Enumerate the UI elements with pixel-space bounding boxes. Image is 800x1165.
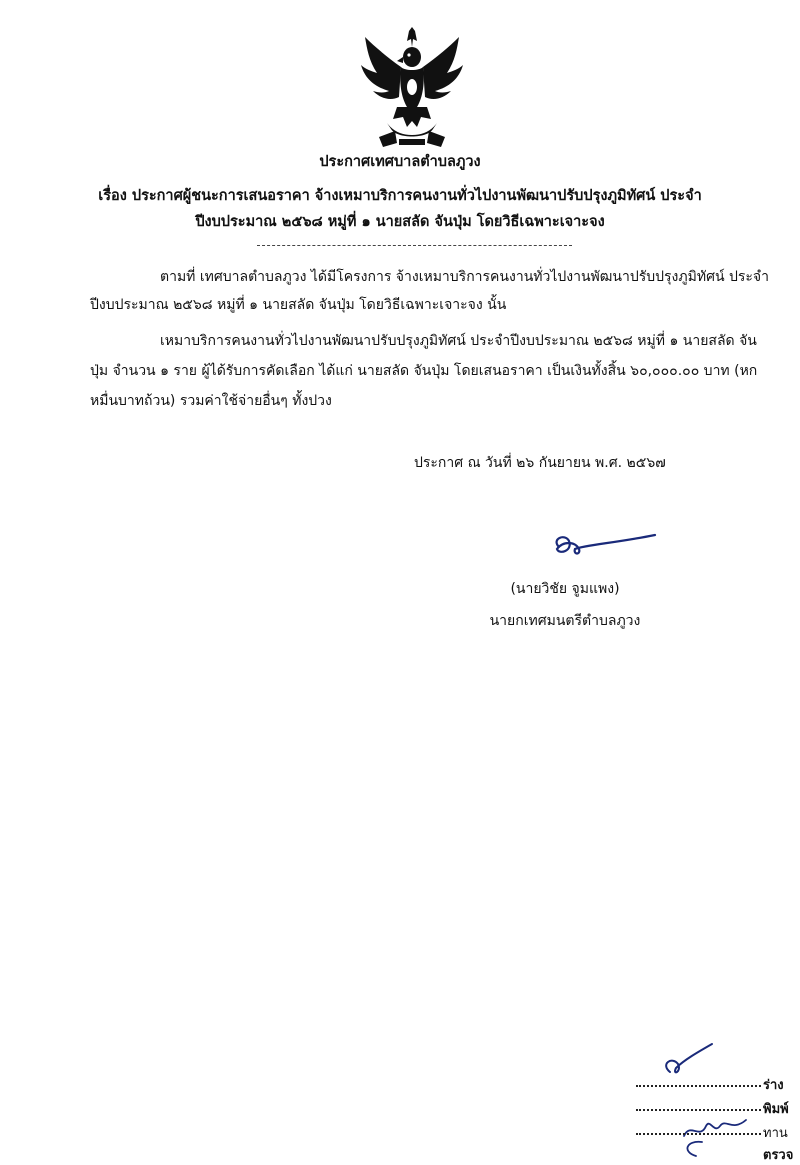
paragraph-2-line-3: หมื่นบาทถ้วน) รวมค่าใช้จ่ายอื่นๆ ทั้งปวง	[90, 393, 332, 409]
signatory-position: นายกเทศมนตรีตำบลภูวง	[489, 613, 641, 629]
signature-image	[545, 525, 665, 565]
approval-dots-2	[636, 1109, 761, 1111]
signatory-name: (นายวิชัย จูมแพง)	[510, 581, 620, 597]
announce-date: ประกาศ ณ วันที่ ๒๖ กันยายน พ.ศ. ๒๕๖๗	[414, 455, 666, 471]
initial-scribble-1	[658, 1042, 718, 1080]
approval-label-check: ตรวจ	[763, 1148, 794, 1163]
initial-scribble-3	[676, 1138, 736, 1157]
heading-divider	[257, 245, 572, 246]
subject-line-2: ปีงบประมาณ ๒๕๖๘ หมู่ที่ ๑ นายสลัด จันปุ่ม โดยวิธีเฉพาะเจาะจง	[195, 214, 605, 230]
paragraph-2-line-2: ปุ่ม จำนวน ๑ ราย ผู้ได้รับการคัดเลือก ได้แก่ นายสลัด จันปุ่ม โดยเสนอราคา เป็นเงินทั้งสิ้น ๖๐,๐๐๐.๐๐ บาท (หก	[90, 363, 758, 379]
approval-label-proof: ทาน	[763, 1126, 788, 1141]
approval-label-typed: พิมพ์	[763, 1102, 789, 1117]
approval-block	[636, 1040, 800, 1163]
paragraph-1-line-2: ปีงบประมาณ ๒๕๖๘ หมู่ที่ ๑ นายสลัด จันปุ่ม โดยวิธีเฉพาะเจาะจง นั้น	[90, 297, 507, 313]
paragraph-1-line-1: ตามที่ เทศบาลตำบลภูวง ได้มีโครงการ จ้างเหมาบริการคนงานทั่วไปงานพัฒนาปรับปรุงภูมิทัศน์ ประจำ	[160, 269, 769, 285]
approval-label-draft: ร่าง	[763, 1078, 784, 1093]
subject-line-1: เรื่อง ประกาศผู้ชนะการเสนอราคา จ้างเหมาบริการคนงานทั่วไปงานพัฒนาปรับปรุงภูมิทัศน์ ประจำ	[98, 188, 702, 204]
approval-dots-1	[636, 1085, 761, 1087]
approval-dots-3	[636, 1133, 761, 1135]
paragraph-2-line-1: เหมาบริการคนงานทั่วไปงานพัฒนาปรับปรุงภูมิทัศน์ ประจำปีงบประมาณ ๒๕๖๘ หมู่ที่ ๑ นายสลัด จัน	[160, 333, 757, 349]
garuda-emblem-icon	[357, 27, 467, 149]
org-heading: ประกาศเทศบาลตำบลภูวง	[319, 154, 481, 170]
